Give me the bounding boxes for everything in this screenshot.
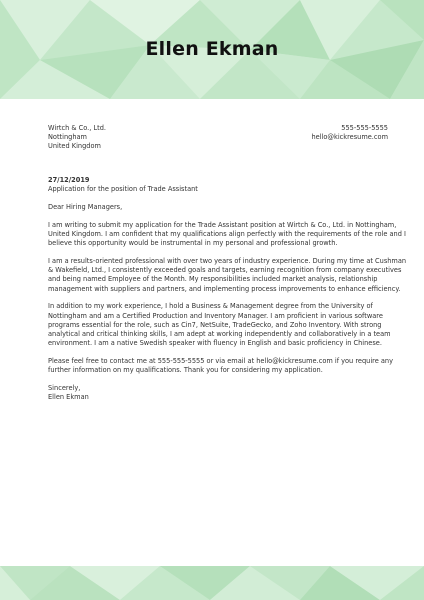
paragraph-line: further information on my qualifications. Thank you for considering my application. (48, 366, 323, 375)
recipient-country: United Kingdom (48, 142, 101, 151)
letter-signoff (48, 384, 388, 402)
contact-info (311, 124, 388, 142)
paragraph-intro (48, 220, 406, 249)
paragraph-line: & Wakefield, Ltd., I consistently exceeded goals and targets, earning recognition from company executives (48, 266, 402, 275)
header-banner (0, 0, 424, 99)
letter-subject: Application for the position of Trade Assistant (48, 185, 198, 194)
paragraph-education (48, 302, 391, 348)
applicant-name: Ellen Ekman (145, 38, 279, 60)
paragraph-experience (48, 257, 407, 294)
letter-body (48, 176, 407, 402)
paragraph-line: believe this opportunity would be instrumental in my personal and professional growth. (48, 239, 338, 248)
paragraph-line: environment. I am a native Swedish speaker with fluency in English and basic proficiency in Chinese. (48, 339, 382, 348)
paragraph-line: management with suppliers and partners, and implementing process improvements to enhance efficiency. (48, 284, 401, 293)
paragraph-contact (48, 357, 393, 375)
contact-email: hello@kickresume.com (311, 133, 388, 142)
paragraph-line: In addition to my work experience, I hold a Business & Management degree from the University of (48, 302, 373, 311)
recipient-address (48, 124, 106, 152)
paragraph-line: programs essential for the role, such as Cin7, NetSuite, TradeGecko, and Zoho Inventory. With strong (48, 320, 382, 329)
footer-pattern (0, 566, 424, 600)
footer-banner (0, 566, 424, 600)
paragraph-line: I am a results-oriented professional with over two years of industry experience. During my time at Cushman (48, 257, 407, 265)
letter-date: 27/12/2019 (48, 176, 90, 184)
paragraph-line: I am writing to submit my application for the Trade Assistant position at Wirtch & Co., Ltd. in Nottingham, (48, 220, 397, 229)
letter-closing: Sincerely, (48, 384, 81, 393)
contact-phone: 555-555-5555 (341, 124, 388, 132)
letter-signature: Ellen Ekman (48, 393, 89, 402)
paragraph-line: and being named Employee of the Month. My responsibilities included market analysis, relationship (48, 275, 378, 284)
paragraph-line: analytical and critical thinking skills, I am adept at working independently and collaboratively in a team (48, 330, 391, 339)
letter-greeting: Dear Hiring Managers, (48, 203, 123, 211)
paragraph-line: Please feel free to contact me at 555-555-5555 or via email at hello@kickresume.com if you require any (48, 357, 393, 366)
recipient-city: Nottingham (48, 133, 87, 142)
recipient-company: Wirtch & Co., Ltd. (48, 124, 106, 132)
paragraph-line: United Kingdom. I am confident that my qualifications align perfectly with the requirements of the role and I (48, 230, 406, 238)
paragraph-line: Nottingham and am a Certified Production and Inventory Manager. I am proficient in various software (48, 311, 383, 320)
